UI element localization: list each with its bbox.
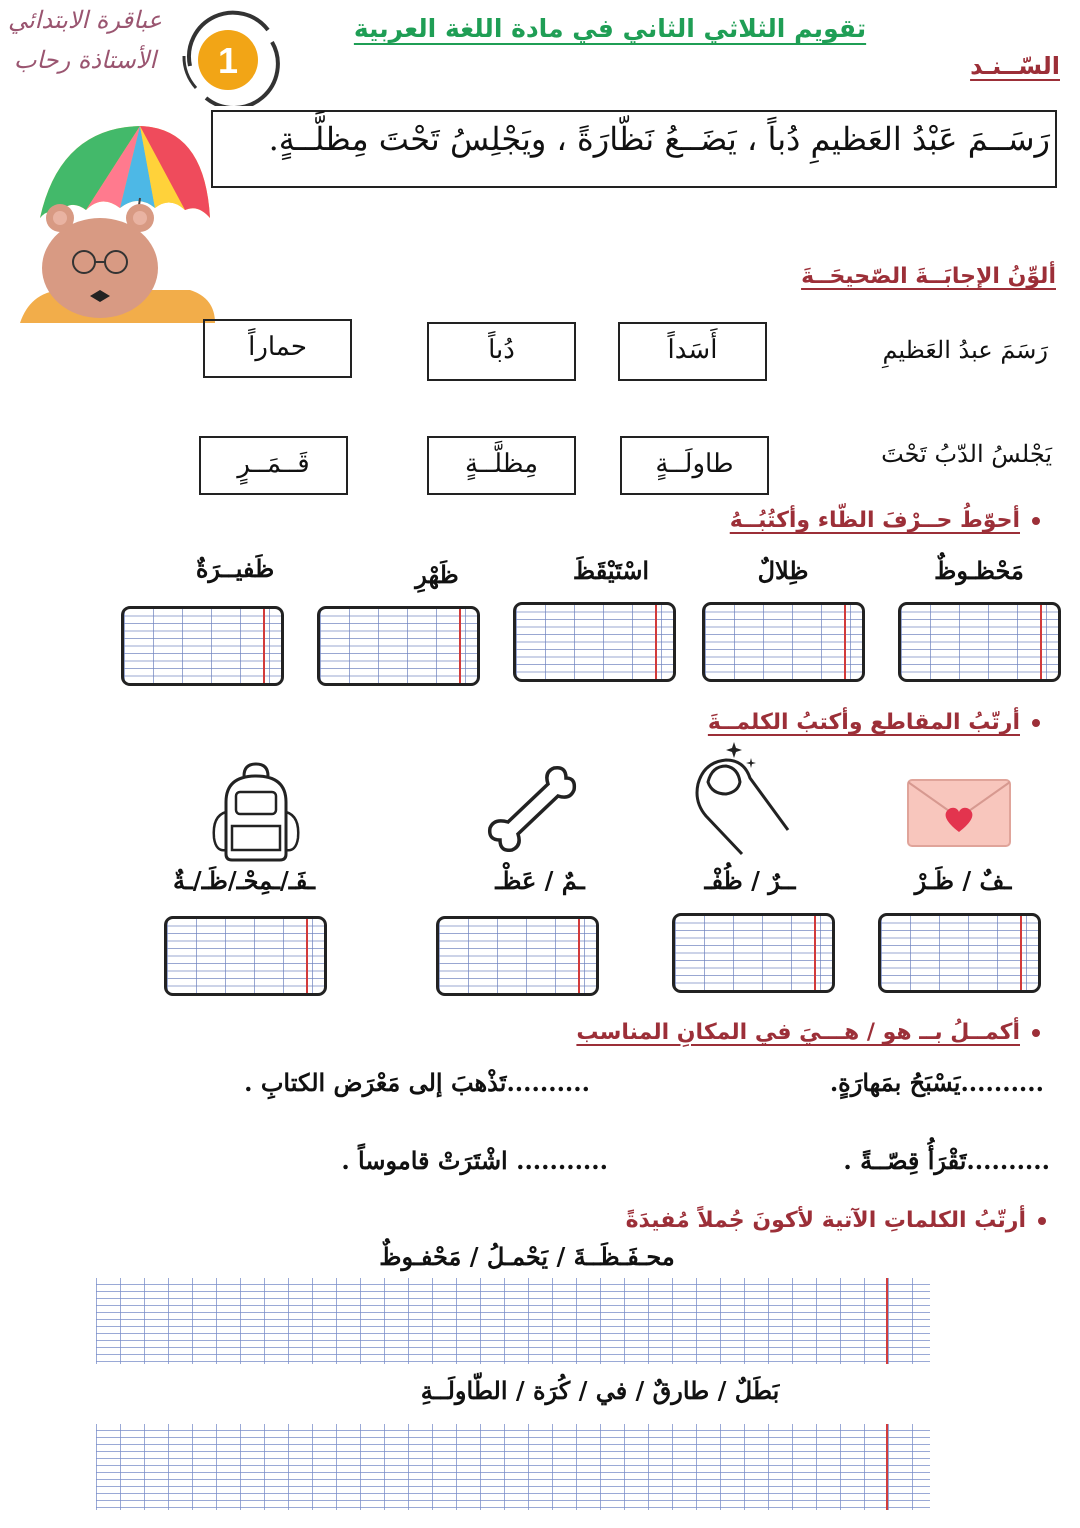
bullet [1032,719,1040,727]
writing-box[interactable] [898,602,1061,682]
bullet [1038,1217,1046,1225]
writing-box[interactable] [436,916,599,996]
word-label: ظَفيــرَةٌ [195,554,275,583]
number-badge [176,6,284,106]
syllables-label: ـمٌ / عَظْـ [495,866,585,895]
writing-box[interactable] [702,602,865,682]
passage-text: رَسَــمَ عَبْدُ العَظيمِ دُباً ، يَضَــعُ نَظّارَةً ، ويَجْلِسُ تَحْتَ مِظلَّــةٍ. [268,120,1050,158]
section2-header [700,508,1040,533]
option-box[interactable]: مِظلَّــةٍ [427,436,576,495]
writing-box[interactable] [878,913,1041,993]
writing-box[interactable] [672,913,835,993]
bullet [1032,517,1040,525]
syllables-label: ـفَـ/ـمِحْـ/ظَـ/ـةٌ [173,866,315,895]
scrambled-words: محـفَـظَــةَ / يَحْمـلُ / مَحْفـوظٌ [379,1242,675,1271]
writing-lines[interactable] [96,1278,930,1364]
scrambled-words: بَطَلٌ / طارقٌ / في / كُرَة / الطّاولَــةِ [420,1376,780,1405]
option-box[interactable]: طاولَــةٍ [620,436,769,495]
badge-number: 1 [217,40,239,81]
section3-title: أرتّبُ المقاطع وأكتبُ الكلمــةَ [707,710,1020,735]
section4-title: أكمــلُ بــ هو / هـــيَ في المكانِ المناسب [576,1020,1020,1045]
bone-icon [486,764,578,852]
fill-sentence: ..........تَقْرَأُ قِصّــةً . [843,1146,1050,1175]
section5-header [580,1208,1046,1233]
page-title: تقويم الثلاثي الثاني في مادة اللغة العربية [353,14,867,43]
writing-box[interactable] [513,602,676,682]
word-label: مَحْظـوظٌ [934,556,1024,585]
section2-title: أحوّطُ حــرْفَ الظّاء وأكتُبُــهُ [729,508,1020,533]
option-box[interactable]: أَسَداً [618,322,767,381]
option-box[interactable]: حماراً [203,319,352,378]
envelope-heart-icon [906,778,1012,848]
bullet [1032,1029,1040,1037]
writing-box[interactable] [164,916,327,996]
fingernail-icon [692,738,794,856]
fill-sentence: ..........يَسْبَحُ بمَهارَةٍ. [829,1068,1044,1097]
q1-label: رَسَمَ عبدُ العَظيمِ [882,336,1048,364]
syllables-label: ــرٌ / ظُفْـ [704,866,796,895]
school-name: عباقرة الابتدائي [7,6,163,34]
bear-umbrella-icon [20,118,215,323]
section3-header [700,710,1040,735]
fill-sentence: ........... اشْتَرَتْ قاموساً . [341,1146,608,1175]
option-box[interactable]: قَــمَــرٍ [199,436,348,495]
section5-title: أرتّبُ الكلماتِ الآتية لأكونَ جُملاً مُفيدَةً [625,1208,1026,1233]
option-box[interactable]: دُباً [427,322,576,381]
sanad-label: السّــنـد [970,52,1060,80]
writing-lines[interactable] [96,1424,930,1510]
word-label: اسْتَيْقَظَ [572,556,650,585]
word-label: ظِلالٌ [757,556,809,585]
writing-box[interactable] [121,606,284,686]
section1-title: ألوِّنُ الإجابَــةَ الصّحيحَــةَ [801,264,1056,289]
schoolbag-icon [210,762,302,862]
fill-sentence: ..........تَذْهبَ إلى مَعْرَض الكتابِ . [244,1068,590,1097]
syllables-label: ـفٌ / ظَـرْ [914,866,1012,895]
section4-header [560,1020,1040,1045]
teacher-name: الأستاذة رحاب [13,46,157,74]
q2-label: يَجْلسُ الدّبُ تَحْتَ [881,440,1052,468]
writing-box[interactable] [317,606,480,686]
word-label: ظَهْرِ [415,560,459,589]
